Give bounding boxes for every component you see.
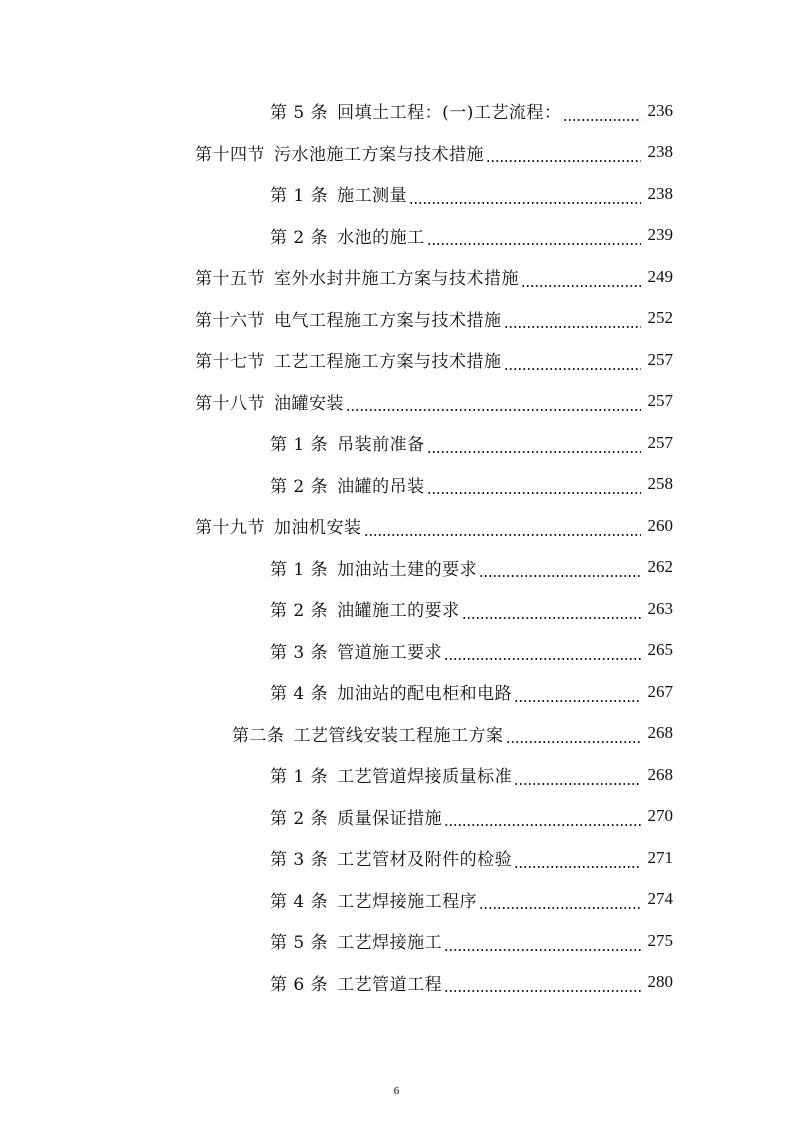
toc-entry[interactable] <box>0 422 793 464</box>
toc-entry-page: 238 <box>647 142 673 162</box>
toc-entry-title: 工艺管道工程 <box>337 974 443 995</box>
toc-entry-number: 第十五节 <box>195 269 265 290</box>
dot-leader <box>486 160 641 162</box>
toc-entry[interactable] <box>0 837 793 879</box>
toc-entry-page: 252 <box>647 308 673 328</box>
dot-leader <box>504 368 642 370</box>
toc-entry[interactable] <box>0 132 793 174</box>
toc-entry-title: 室外水封井施工方案与技术措施 <box>274 269 519 290</box>
toc-entry-page: 236 <box>647 100 673 120</box>
toc-entry-number: 第十八节 <box>195 393 265 414</box>
toc-entry-number: 第十四节 <box>195 144 265 165</box>
toc-entry[interactable] <box>0 588 793 630</box>
toc-entry-number: 第十九节 <box>195 518 265 539</box>
toc-entry-page: 268 <box>647 723 673 743</box>
toc-entry-title: 回填土工程：(一)工艺流程： <box>337 103 562 124</box>
toc-entry[interactable] <box>0 796 793 838</box>
toc-entry-page: 270 <box>647 806 673 826</box>
toc-entry-number: 第 1 条 <box>270 186 329 207</box>
toc-entry-title: 电气工程施工方案与技术措施 <box>274 310 502 331</box>
toc-entry-page: 262 <box>647 557 673 577</box>
dot-leader <box>427 451 641 453</box>
toc-entry-title: 工艺焊接施工程序 <box>337 891 478 912</box>
toc-entry-title: 工艺管道焊接质量标准 <box>337 767 513 788</box>
toc-entry-title: 施工测量 <box>337 186 408 207</box>
dot-leader <box>514 783 641 785</box>
toc-entry-title: 管道施工要求 <box>337 642 443 663</box>
dot-leader <box>563 119 641 121</box>
toc-entry-number: 第 1 条 <box>270 767 329 788</box>
toc-entry-title: 质量保证措施 <box>337 808 443 829</box>
toc-entry[interactable] <box>0 298 793 340</box>
toc-entry[interactable] <box>0 381 793 423</box>
toc-entry-title: 加油站土建的要求 <box>337 559 478 580</box>
toc-entry-title: 加油机安装 <box>274 518 362 539</box>
toc-entry[interactable] <box>0 339 793 381</box>
page-number: 6 <box>393 1085 400 1097</box>
dot-leader <box>504 326 642 328</box>
dot-leader <box>427 243 641 245</box>
dot-leader <box>346 409 641 411</box>
dot-leader <box>444 824 641 826</box>
toc-entry-title: 水池的施工 <box>337 227 425 248</box>
toc-entry-page: 238 <box>647 183 673 203</box>
dot-leader <box>479 907 641 909</box>
dot-leader <box>444 658 641 660</box>
toc-entry-page: 257 <box>647 432 673 452</box>
toc-entry-title: 工艺管材及附件的检验 <box>337 850 513 871</box>
toc-entry-title: 工艺工程施工方案与技术措施 <box>274 352 502 373</box>
toc-entry-title: 吊装前准备 <box>337 435 425 456</box>
dot-leader <box>514 866 641 868</box>
dot-leader <box>409 202 641 204</box>
toc-entry-number: 第 2 条 <box>270 601 329 622</box>
toc-entry-page: 258 <box>647 474 673 494</box>
toc-entry-page: 249 <box>647 266 673 286</box>
table-of-contents <box>0 90 793 1003</box>
toc-entry-number: 第 3 条 <box>270 850 329 871</box>
dot-leader <box>444 949 641 951</box>
toc-entry-title: 油罐施工的要求 <box>337 601 460 622</box>
toc-entry-title: 污水池施工方案与技术措施 <box>274 144 484 165</box>
toc-entry-number: 第 5 条 <box>270 103 329 124</box>
dot-leader <box>514 700 641 702</box>
toc-entry-page: 271 <box>647 847 673 867</box>
toc-entry-title: 工艺管线安装工程施工方案 <box>293 725 504 746</box>
toc-entry[interactable] <box>0 671 793 713</box>
toc-entry[interactable] <box>0 90 793 132</box>
toc-entry[interactable] <box>0 962 793 1004</box>
toc-entry-number: 第 3 条 <box>270 642 329 663</box>
toc-entry[interactable] <box>0 464 793 506</box>
dot-leader <box>521 285 641 287</box>
toc-entry-number: 第 6 条 <box>270 974 329 995</box>
toc-entry-page: 257 <box>647 391 673 411</box>
toc-entry[interactable] <box>0 754 793 796</box>
toc-entry-number: 第二条 <box>232 725 285 746</box>
toc-entry-number: 第十七节 <box>195 352 265 373</box>
dot-leader <box>479 575 641 577</box>
toc-entry-number: 第十六节 <box>195 310 265 331</box>
toc-entry[interactable] <box>0 256 793 298</box>
toc-entry[interactable] <box>0 879 793 921</box>
toc-entry-number: 第 5 条 <box>270 933 329 954</box>
toc-entry[interactable] <box>0 713 793 755</box>
toc-entry-number: 第 1 条 <box>270 435 329 456</box>
toc-entry[interactable] <box>0 505 793 547</box>
toc-entry-number: 第 2 条 <box>270 476 329 497</box>
toc-entry-title: 加油站的配电柜和电路 <box>337 684 513 705</box>
toc-entry-page: 274 <box>647 889 673 909</box>
toc-entry-page: 263 <box>647 598 673 618</box>
toc-entry-title: 工艺焊接施工 <box>337 933 443 954</box>
toc-entry[interactable] <box>0 547 793 589</box>
dot-leader <box>506 741 642 743</box>
dot-leader <box>462 617 641 619</box>
toc-entry-page: 260 <box>647 515 673 535</box>
dot-leader <box>364 534 642 536</box>
dot-leader <box>427 492 641 494</box>
toc-entry-number: 第 2 条 <box>270 808 329 829</box>
toc-entry[interactable] <box>0 173 793 215</box>
toc-entry-title: 油罐安装 <box>274 393 344 414</box>
toc-entry[interactable] <box>0 630 793 672</box>
toc-entry-page: 265 <box>647 640 673 660</box>
toc-entry-page: 267 <box>647 681 673 701</box>
toc-entry-number: 第 4 条 <box>270 891 329 912</box>
toc-entry[interactable] <box>0 215 793 257</box>
toc-entry-title: 油罐的吊装 <box>337 476 425 497</box>
dot-leader <box>444 990 641 992</box>
toc-entry-number: 第 4 条 <box>270 684 329 705</box>
toc-entry-page: 257 <box>647 349 673 369</box>
toc-entry-page: 280 <box>647 972 673 992</box>
toc-entry-number: 第 1 条 <box>270 559 329 580</box>
toc-entry-number: 第 2 条 <box>270 227 329 248</box>
toc-entry-page: 268 <box>647 764 673 784</box>
toc-entry[interactable] <box>0 920 793 962</box>
toc-entry-page: 275 <box>647 930 673 950</box>
toc-entry-page: 239 <box>647 225 673 245</box>
